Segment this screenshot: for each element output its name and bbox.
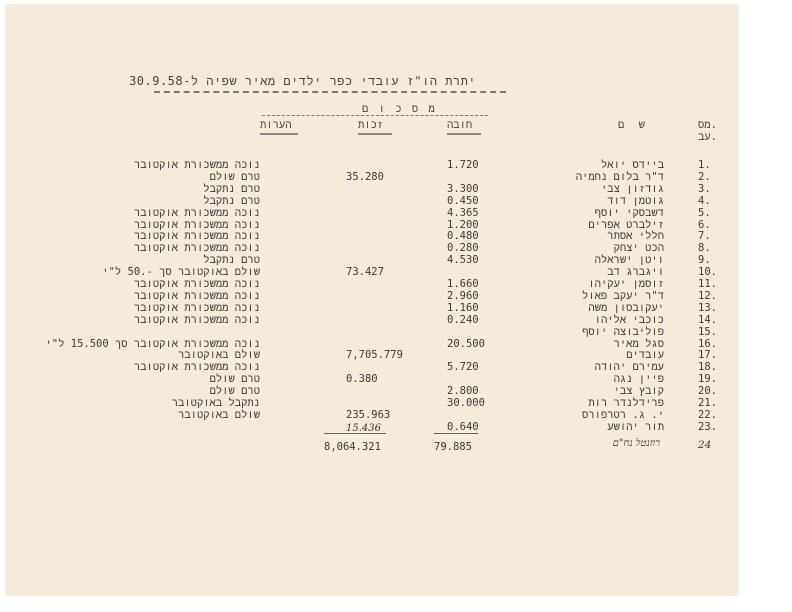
row-number: 15. bbox=[698, 325, 717, 338]
row-name: ד"ר בלום נחמיה bbox=[575, 170, 664, 183]
row-debit: 0.240 bbox=[447, 313, 479, 326]
header-credit-underline bbox=[358, 133, 392, 135]
row-credit: 7,705.779 bbox=[346, 349, 403, 362]
row-debit: 2.960 bbox=[447, 289, 479, 302]
row-note: שולם באוקטובר סך -.50 ל"י bbox=[102, 266, 260, 279]
row-credit: 0.380 bbox=[346, 373, 378, 386]
row-name: גוטמן דוד bbox=[607, 194, 664, 207]
row-24-number: 24 bbox=[698, 439, 712, 451]
row-number: 18. bbox=[698, 361, 717, 374]
row-note: שולם באוקטובר bbox=[178, 408, 260, 421]
row-debit: 2.800 bbox=[447, 385, 479, 398]
total-debit: 79.885 bbox=[434, 441, 472, 453]
row-name: יעקובסון משה bbox=[588, 301, 664, 314]
row-number: 10. bbox=[698, 266, 717, 279]
row-credit: 235.963 bbox=[346, 408, 391, 421]
row-note: טרם שולם bbox=[209, 385, 260, 398]
row-number: 3. bbox=[698, 182, 711, 195]
row-number: 4. bbox=[698, 194, 711, 207]
total-credit: 8,064.321 bbox=[324, 441, 381, 453]
row-number: 2. bbox=[698, 170, 711, 183]
row-name: ביידס יואל bbox=[600, 159, 664, 171]
row-number: 13. bbox=[698, 301, 717, 314]
row-debit: 30.000 bbox=[447, 397, 485, 409]
row-name: פוליבוצה יוסף bbox=[582, 325, 664, 338]
row-note: טרם שולם bbox=[209, 170, 260, 183]
row-credit: 73.427 bbox=[346, 266, 384, 279]
row-note: נתקבל באוקטובר bbox=[171, 397, 260, 409]
row-name: קובץ צבי bbox=[613, 385, 664, 398]
row-note: טרם נתקבל bbox=[203, 254, 260, 267]
row-number: 23. bbox=[698, 420, 717, 433]
row-debit: 3.300 bbox=[447, 182, 479, 195]
row-note: נוכה ממשכורת אוקטובר bbox=[133, 278, 260, 290]
header-group-totals: מ ס כ ו ם bbox=[362, 103, 437, 115]
row-name: גודזון צבי bbox=[600, 182, 664, 195]
row-debit: 1.720 bbox=[447, 159, 479, 171]
debit-total-rule bbox=[434, 433, 478, 434]
row-name: תור יהושע bbox=[607, 420, 664, 433]
row-number: 19. bbox=[698, 373, 717, 386]
document-sheet bbox=[6, 5, 738, 595]
row-debit: 4.365 bbox=[447, 206, 479, 219]
row-debit: 1.160 bbox=[447, 301, 479, 314]
header-notes-underline bbox=[260, 133, 298, 135]
row-number: 17. bbox=[698, 349, 717, 362]
row-note: נוכה ממשכורת אוקטובר סך 15.500 ל"י bbox=[45, 337, 260, 350]
row-number: 6. bbox=[698, 218, 711, 231]
row-name: חללי אסתר bbox=[607, 230, 664, 243]
row-name: ד"ר יעקב פאול bbox=[582, 289, 664, 302]
row-name: י. ג. רטרפורס bbox=[582, 408, 664, 421]
header-name: ש ם bbox=[618, 119, 649, 131]
row-name: כוכבי אליהו bbox=[594, 313, 664, 326]
row-debit: 5.720 bbox=[447, 361, 479, 374]
row-debit: 20.500 bbox=[447, 337, 485, 350]
row-number: 8. bbox=[698, 242, 711, 255]
row-number: 22. bbox=[698, 408, 717, 421]
row-note: נוכה ממשכורת אוקטובר bbox=[133, 301, 260, 314]
title-underline bbox=[154, 91, 506, 93]
header-no-2: עב. bbox=[698, 131, 717, 143]
row-note: טרם נתקבל bbox=[203, 182, 260, 195]
row-debit: 4.530 bbox=[447, 254, 479, 267]
row-note: טרם שולם bbox=[209, 373, 260, 386]
row-note: נוכה ממשכורת אוקטובר bbox=[133, 206, 260, 219]
row-name: פיין נגה bbox=[613, 373, 664, 386]
row-debit: 0.450 bbox=[447, 194, 479, 207]
row-debit: 1.660 bbox=[447, 278, 479, 290]
header-group-rule bbox=[262, 115, 488, 116]
row-24-name-handwritten: רוזנטל נח"ם bbox=[612, 438, 660, 449]
row-name: ויטן ישראלה bbox=[594, 254, 664, 267]
row-name: סגל מאיר bbox=[613, 337, 664, 350]
row-number: 9. bbox=[698, 254, 711, 267]
row-note: נוכה ממשכורת אוקטובר bbox=[133, 242, 260, 255]
row-note: נוכה ממשכורת אוקטובר bbox=[133, 230, 260, 243]
row-name: עובדים bbox=[626, 349, 664, 362]
row-name: עמירם יהודה bbox=[594, 361, 664, 374]
row-number: 14. bbox=[698, 313, 717, 326]
row-note: נוכה ממשכורת אוקטובר bbox=[133, 313, 260, 326]
row-credit: 35.280 bbox=[346, 170, 384, 183]
row-name: פרידלנדר רות bbox=[588, 397, 664, 409]
header-no: מס. bbox=[698, 119, 717, 131]
row-note: נוכה ממשכורת אוקטובר bbox=[133, 289, 260, 302]
row-number: 12. bbox=[698, 289, 717, 302]
header-notes: הערות bbox=[260, 119, 292, 131]
row-number: 5. bbox=[698, 206, 711, 219]
row-name: דשבסקי יוסף bbox=[594, 206, 664, 219]
row-number: 16. bbox=[698, 337, 717, 350]
row-number: 1. bbox=[698, 159, 711, 171]
row-number: 21. bbox=[698, 397, 717, 409]
row-number: 11. bbox=[698, 278, 717, 290]
row-note: נוכה ממשכורת אוקטובר bbox=[133, 361, 260, 374]
row-note: נוכה ממשכורת אוקטובר bbox=[133, 218, 260, 231]
row-name: זילברט אפרים bbox=[588, 218, 664, 231]
row-debit: 1.200 bbox=[447, 218, 479, 231]
row-name: הכט יצחק bbox=[613, 242, 664, 255]
document-title: יתרת הו"ז עובדי כפר ילדים מאיר שפיה ל-30.9.58 bbox=[129, 74, 476, 88]
header-credit: זכות bbox=[358, 119, 384, 131]
row-note: שולם באוקטובר bbox=[178, 349, 260, 362]
handwritten-credit-note: 15.436 bbox=[346, 423, 381, 434]
row-debit: 0.280 bbox=[447, 242, 479, 255]
row-name: ויגברג דב bbox=[607, 266, 664, 279]
row-note: נוכה ממשכורת אוקטובר bbox=[133, 159, 260, 171]
row-debit: 0.480 bbox=[447, 230, 479, 243]
row-debit: 0.640 bbox=[447, 420, 479, 433]
header-debit: חובה bbox=[447, 119, 473, 131]
row-name: זוסמן יעקיהו bbox=[588, 278, 664, 290]
row-note: טרם נתקבל bbox=[203, 194, 260, 207]
row-number: 20. bbox=[698, 385, 717, 398]
row-number: 7. bbox=[698, 230, 711, 243]
header-debit-underline bbox=[447, 133, 481, 135]
